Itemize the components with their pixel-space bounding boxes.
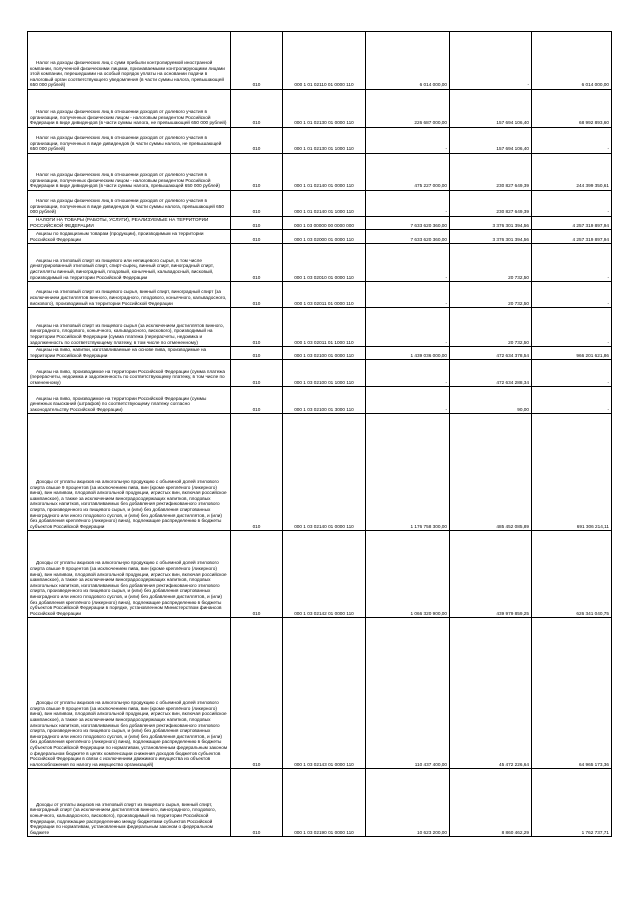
table-row: [28, 90, 612, 128]
row-name-cell: [28, 360, 231, 387]
row-kbk-cell: 000 1 03 02100 01 1000 110: [283, 360, 366, 387]
row-rest-cell: 64 965 173,36: [532, 618, 612, 769]
row-fact-cell: 439 979 859,25: [450, 531, 532, 618]
table-row: [28, 360, 612, 387]
row-kbk-cell: 000 1 03 02010 01 0000 110: [283, 244, 366, 282]
row-rest-cell: -: [532, 387, 612, 414]
row-plan-cell: -: [366, 308, 450, 347]
row-kbk-cell: 000 1 01 02140 01 0000 110: [283, 154, 366, 191]
row-rest-cell: 68 992 893,60: [532, 90, 612, 128]
row-name-cell: [28, 769, 231, 837]
row-rest-cell: 626 341 040,75: [532, 531, 612, 618]
row-name-text: Акцизы на этиловый спирт из пищевого или непищевого сырья, в том числе денатурированный этиловый спирт, спирт-сырец, винный спирт, виноградный спирт, дистилляты винный, виноградный, плодовый, коньячный, кальвадосный, висковый, производимый на территории Российской Федерации: [30, 257, 214, 280]
table-row: [28, 618, 612, 769]
table-row: [28, 128, 612, 154]
row-code-cell: 010: [231, 387, 283, 414]
row-plan-cell: -: [366, 360, 450, 387]
row-name-cell: [28, 32, 231, 90]
row-kbk-cell: 000 1 03 02011 01 1000 110: [283, 308, 366, 347]
row-code-cell: 010: [231, 531, 283, 618]
row-plan-cell: -: [366, 244, 450, 282]
table-row: [28, 191, 612, 217]
row-fact-cell: 8 860 462,29: [450, 769, 532, 837]
row-code-cell: 010: [231, 191, 283, 217]
row-code-cell: 010: [231, 244, 283, 282]
row-rest-cell: -: [532, 191, 612, 217]
table-row: [28, 769, 612, 837]
row-kbk-cell: 000 1 03 00000 00 0000 000: [283, 217, 366, 230]
row-fact-cell: 157 694 106,40: [450, 128, 532, 154]
row-name-text: Налог на доходы физических лиц в отношении доходов от долевого участия в организации, полученных в виде дивидендов (в части суммы налога, не превышающей 650 000 рублей): [30, 135, 222, 152]
row-rest-cell: 966 201 621,86: [532, 347, 612, 360]
row-kbk-cell: 000 1 03 02140 01 0000 110: [283, 414, 366, 531]
row-name-cell: [28, 308, 231, 347]
row-rest-cell: 691 306 214,11: [532, 414, 612, 531]
row-name-text: Налог на доходы физических лиц в отношении доходов от долевого участия в организации, полученных в виде дивидендов (в части суммы налога, превышающей 650 000 рублей): [30, 198, 224, 215]
row-plan-cell: 10 623 200,00: [366, 769, 450, 837]
row-kbk-cell: 000 1 03 02190 01 0000 110: [283, 769, 366, 837]
row-name-text: Доходы от уплаты акцизов на алкогольную продукцию с объемной долей этилового спирта свыше 9 процентов (за исключением пива, вин (кроме креплёного (ликерного) вина), вин наливом, плодовой алкогольной продукции, игристых вин, включая российское шампанское), а также за исключением виноградосодержащих напитков, плодовых алкогольных напитков, изготавливаемых без добавления ректификованного этилового спирта, произведенного из пищевого сырья, и (или) без добавления спиртованных виноградного или иного плодового суслов, и (или) без добавления дистиллятов, и (или) без добавления креплёного (ликерного) вина), подлежащие распределению в бюджеты субъектов Российской Федерации по нормативам, установленным федеральным законом о федеральном бюджете в целях компенсации снижения доходов бюджетов субъектов Российской Федерации в связи с исключением движимого имущества из объектов налогообложения по налогу на имущество организаций): [30, 700, 228, 767]
row-fact-cell: 20 732,50: [450, 244, 532, 282]
row-code-cell: 010: [231, 32, 283, 90]
row-code-cell: 010: [231, 360, 283, 387]
row-kbk-cell: 000 1 03 02100 01 3000 110: [283, 387, 366, 414]
row-rest-cell: -: [532, 128, 612, 154]
row-plan-cell: 7 633 620 360,00: [366, 217, 450, 230]
row-code-cell: 010: [231, 769, 283, 837]
row-rest-cell: -: [532, 360, 612, 387]
row-plan-cell: -: [366, 191, 450, 217]
row-plan-cell: -: [366, 387, 450, 414]
row-fact-cell: 485 452 085,89: [450, 414, 532, 531]
row-kbk-cell: 000 1 03 02000 01 0000 110: [283, 230, 366, 244]
row-name-text: Налог на доходы физических лиц в отношении доходов от долевого участия в организации, полученных физическим лицом - налоговым резидентом Российской Федерации в виде дивидендов (в части суммы налога, превышающей 650 000 рублей): [30, 172, 220, 189]
row-name-cell: [28, 230, 231, 244]
row-kbk-cell: 000 1 03 02142 01 0000 110: [283, 531, 366, 618]
row-code-cell: 010: [231, 90, 283, 128]
row-name-cell: [28, 128, 231, 154]
row-name-cell: [28, 531, 231, 618]
table-row: [28, 154, 612, 191]
row-kbk-cell: 000 1 03 02143 01 0000 110: [283, 618, 366, 769]
table-row: [28, 387, 612, 414]
row-name-cell: [28, 154, 231, 191]
row-name-text: Акцизы на этиловый спирт из пищевого сырья (за исключением дистиллятов винного, виноградного, плодового, коньячного, кальвадосного, вискового), производимый на территории Российской Федерации (сумма платежа (перерасчеты, недоимка и задолженность по соответствующему платежу, в том числе по отмененному): [30, 322, 224, 345]
row-name-text: Акцизы на пиво, производимое на территории Российской Федерации (сумма платежа (перерасчеты, недоимка и задолженность по соответствующему платежу, в том числе по отмененному): [30, 368, 226, 385]
row-fact-cell: -: [450, 32, 532, 90]
row-plan-cell: -: [366, 282, 450, 308]
table-row: [28, 230, 612, 244]
row-name-text: Доходы от уплаты акцизов на алкогольную продукцию с объемной долей этилового спирта свыше 9 процентов (за исключением пива, вин (кроме креплёного (ликерного) вина), вин наливом, плодовой алкогольной продукции, игристых вин, включая российское шампанское), а также за исключением виноградосодержащих напитков, плодовых алкогольных напитков, изготавливаемых без добавления ректификованного этилового спирта, произведенного из пищевого сырья, и (или) без добавления спиртованных виноградного или иного плодового суслов, и (или) без добавления дистиллятов, и (или) без добавления креплёного (ликерного) вина), подлежащие распределению в бюджеты субъектов Российской Федерации в порядке, установленном Министерством финансов Российской Федерации: [30, 560, 227, 616]
row-code-cell: 010: [231, 128, 283, 154]
row-name-text: Налог на доходы физических лиц в отношении доходов от долевого участия в организации, полученных физическим лицом - налоговым резидентом Российской Федерации в виде дивидендов (в части суммы налога, не превышающей 650 000 рублей): [30, 109, 227, 126]
row-kbk-cell: 000 1 01 02130 01 1000 110: [283, 128, 366, 154]
row-fact-cell: 157 694 106,40: [450, 90, 532, 128]
row-code-cell: 010: [231, 308, 283, 347]
row-fact-cell: 45 472 226,64: [450, 618, 532, 769]
row-plan-cell: -: [366, 128, 450, 154]
table-row: [28, 244, 612, 282]
row-name-text: Акцизы на пиво, производимое на территории Российской Федерации (суммы денежных взысканий (штрафов) по соответствующему платежу согласно законодательству Российской Федерации): [30, 395, 207, 412]
row-name-cell: [28, 244, 231, 282]
row-fact-cell: 20 732,50: [450, 308, 532, 347]
table-row: [28, 414, 612, 531]
row-name-text: Акцизы на пиво, напитки, изготавливаемые на основе пива, производимые на территории Российской Федерации: [30, 347, 207, 358]
row-plan-cell: 1 439 036 000,00: [366, 347, 450, 360]
row-name-text: Доходы от уплаты акцизов на этиловый спирт из пищевого сырья, винный спирт, виноградный спирт (за исключением дистиллятов винного, виноградного, плодового, коньячного, кальвадосного, вискового), производимый на территории Российской Федерации, подлежащие распределению между бюджетами субъектов Российской Федерации по нормативам, установленным федеральным законом о федеральном бюджете: [30, 801, 216, 835]
row-name-cell: [28, 90, 231, 128]
row-fact-cell: 230 827 649,39: [450, 191, 532, 217]
row-plan-cell: 1 176 758 300,00: [366, 414, 450, 531]
row-name-cell: [28, 217, 231, 230]
row-code-cell: 010: [231, 154, 283, 191]
row-kbk-cell: 000 1 01 02140 01 1000 110: [283, 191, 366, 217]
row-plan-cell: 110 437 400,00: [366, 618, 450, 769]
row-rest-cell: -: [532, 308, 612, 347]
row-name-text: Акцизы по подакцизным товарам (продукции), производимым на территории Российской Федерации: [30, 231, 204, 242]
row-name-cell: [28, 347, 231, 360]
row-code-cell: 010: [231, 230, 283, 244]
row-name-text: Акцизы на этиловый спирт из пищевого сырья, винный спирт, виноградный спирт (за исключением дистиллятов винного, виноградного, плодового, коньячного, кальвадосного, вискового), производимый на территории Российской Федерации: [30, 289, 227, 306]
row-plan-cell: 226 687 000,00: [366, 90, 450, 128]
table-row: [28, 347, 612, 360]
row-fact-cell: 20 732,50: [450, 282, 532, 308]
row-fact-cell: 90,00: [450, 387, 532, 414]
row-rest-cell: 4 257 319 897,94: [532, 217, 612, 230]
row-fact-cell: 472 634 288,34: [450, 360, 532, 387]
row-plan-cell: 7 633 620 360,00: [366, 230, 450, 244]
row-name-text: НАЛОГИ НА ТОВАРЫ (РАБОТЫ, УСЛУГИ), РЕАЛИЗУЕМЫЕ НА ТЕРРИТОРИИ РОССИЙСКОЙ ФЕДЕРАЦИИ: [30, 217, 209, 228]
row-code-cell: 010: [231, 347, 283, 360]
row-rest-cell: 4 257 319 897,94: [532, 230, 612, 244]
row-code-cell: 010: [231, 414, 283, 531]
row-name-text: Налог на доходы физических лиц с сумм прибыли контролируемой иностранной компании, полученной физическими лицами, признаваемыми контролирующими лицами этой компании, перешедшими на особый порядок уплаты на основании подачи в налоговый орган соответствующего уведомления (в части суммы налога, превышающей 650 000 рублей): [30, 60, 225, 88]
row-kbk-cell: 000 1 01 02110 01 0000 110: [283, 32, 366, 90]
row-name-cell: [28, 387, 231, 414]
row-plan-cell: 475 227 000,00: [366, 154, 450, 191]
table-row: [28, 282, 612, 308]
row-rest-cell: 6 014 000,00: [532, 32, 612, 90]
row-plan-cell: 1 066 320 900,00: [366, 531, 450, 618]
row-kbk-cell: 000 1 01 02130 01 0000 110: [283, 90, 366, 128]
row-name-cell: [28, 282, 231, 308]
row-rest-cell: 1 762 737,71: [532, 769, 612, 837]
row-fact-cell: 230 827 649,39: [450, 154, 532, 191]
row-kbk-cell: 000 1 03 02011 01 0000 110: [283, 282, 366, 308]
row-rest-cell: -: [532, 244, 612, 282]
row-code-cell: 010: [231, 618, 283, 769]
table-row: [28, 308, 612, 347]
row-code-cell: 010: [231, 282, 283, 308]
row-name-cell: [28, 191, 231, 217]
revenue-table: [27, 31, 612, 837]
table-row: [28, 531, 612, 618]
table-row: [28, 32, 612, 90]
row-rest-cell: -: [532, 282, 612, 308]
row-code-cell: 010: [231, 217, 283, 230]
row-fact-cell: 3 376 301 394,56: [450, 230, 532, 244]
table-row: [28, 217, 612, 230]
row-rest-cell: 244 399 350,61: [532, 154, 612, 191]
row-name-cell: [28, 414, 231, 531]
row-name-cell: [28, 618, 231, 769]
row-fact-cell: 3 376 301 394,56: [450, 217, 532, 230]
row-plan-cell: 6 014 000,00: [366, 32, 450, 90]
row-kbk-cell: 000 1 03 02100 01 0000 110: [283, 347, 366, 360]
row-name-text: Доходы от уплаты акцизов на алкогольную продукцию с объемной долей этилового спирта свыше 9 процентов (за исключением пива, вин (кроме креплёного (ликерного) вина), вин наливом, плодовой алкогольной продукции, игристых вин, включая российское шампанское), а также за исключением виноградосодержащих напитков, плодовых алкогольных напитков, изготавливаемых без добавления ректификованного этилового спирта, произведенного из пищевого сырья, и (или) без добавления спиртованных виноградного или иного плодового суслов, и (или) без добавления дистиллятов, и (или) без добавления креплёного (ликерного) вина), подлежащие распределению в бюджеты субъектов Российской Федерации: [30, 479, 227, 529]
row-fact-cell: 472 634 378,54: [450, 347, 532, 360]
